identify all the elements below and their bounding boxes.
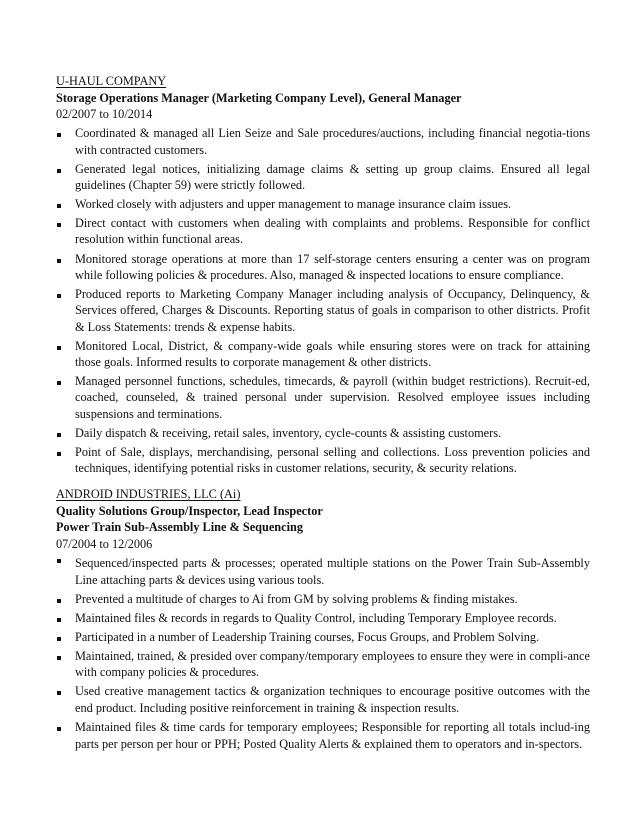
bullet-square-icon bbox=[57, 346, 61, 350]
bullet-square-icon bbox=[57, 169, 61, 173]
job-dates: 02/2007 to 10/2014 bbox=[56, 107, 153, 121]
duty-item: Point of Sale, displays, merchandising, personal selling and collections. Loss prevention policies and techniques, identifying potential risks in customer relations, security, & security relations. bbox=[56, 444, 590, 477]
duty-item: Monitored storage operations at more than 17 self-storage centers ensuring a center was on program while following policies & procedures. Also, managed & inspected locations to ensure compliance. bbox=[56, 251, 590, 284]
duty-item: Direct contact with customers when dealing with complaints and problems. Responsible for conflict resolution within functional areas. bbox=[56, 215, 590, 248]
duty-item: Maintained, trained, & presided over company/temporary employees to ensure they were in compli-ance with company policies & procedures. bbox=[56, 648, 590, 681]
duty-item: Prevented a multitude of charges to Ai from GM by solving problems & finding mistakes. bbox=[56, 591, 590, 607]
job-title: Storage Operations Manager (Marketing Company Level), General Manager bbox=[56, 90, 462, 105]
bullet-square-icon bbox=[57, 727, 61, 731]
duty-item: Maintained files & time cards for temporary employees; Responsible for reporting all totals includ-ing parts per person per hour or PPH; Posted Quality Alerts & explained them to operators and in-spectors. bbox=[56, 719, 590, 754]
bullet-square-icon bbox=[57, 452, 61, 456]
bullet-square-icon bbox=[57, 381, 61, 385]
resume-page bbox=[56, 73, 590, 754]
duty-list bbox=[56, 555, 590, 753]
company-name: U-HAUL COMPANY bbox=[56, 74, 167, 88]
job-uhaul bbox=[56, 73, 590, 476]
job-android bbox=[56, 486, 590, 753]
bullet-square-icon bbox=[57, 637, 61, 641]
bullet-square-icon bbox=[57, 223, 61, 227]
duty-item: Participated in a number of Leadership Training courses, Focus Groups, and Problem Solving. bbox=[56, 629, 590, 645]
company-name: ANDROID INDUSTRIES, LLC (Ai) bbox=[56, 487, 241, 502]
duty-item: Generated legal notices, initializing damage claims & setting up group claims. Ensured all legal guidelines (Chapter 59) were strictly followed. bbox=[56, 161, 590, 194]
duty-item: Produced reports to Marketing Company Manager including analysis of Occupancy, Delinquency, & Services offered, Charges & Discounts. Reporting status of goals in comparison to other districts. Profit & Loss Statements: trends & expense habits. bbox=[56, 286, 590, 335]
duty-item: Daily dispatch & receiving, retail sales, inventory, cycle-counts & assisting customers. bbox=[56, 425, 590, 441]
bullet-square-icon bbox=[57, 599, 61, 603]
bullet-square-icon bbox=[57, 691, 61, 695]
duty-item: Coordinated & managed all Lien Seize and Sale procedures/auctions, including financial negotia-tions with contracted customers. bbox=[56, 125, 590, 158]
duty-item: Worked closely with adjusters and upper management to manage insurance claim issues. bbox=[56, 196, 590, 212]
bullet-square-icon bbox=[57, 294, 61, 298]
bullet-square-icon bbox=[57, 433, 61, 437]
bullet-square-icon bbox=[57, 259, 61, 263]
duty-item: Used creative management tactics & organization techniques to encourage positive outcomes with the end product. Including positive reinforcement in training & inspection results. bbox=[56, 683, 590, 716]
bullet-square-icon bbox=[57, 204, 61, 208]
bullet-square-icon bbox=[57, 559, 61, 563]
duty-item: Sequenced/inspected parts & processes; operated multiple stations on the Power Train Sub-Assembly Line attaching parts & devices using various tools. bbox=[56, 555, 590, 588]
duty-list bbox=[56, 125, 590, 476]
bullet-square-icon bbox=[57, 656, 61, 660]
bullet-square-icon bbox=[57, 133, 61, 137]
job-title: Quality Solutions Group/Inspector, Lead Inspector bbox=[56, 503, 323, 518]
bullet-square-icon bbox=[57, 618, 61, 622]
duty-item: Managed personnel functions, schedules, timecards, & payroll (within budget restrictions). Recruit-ed, coached, counseled, & trained personal under supervision. Resolved employee issues including suspensions and terminations. bbox=[56, 373, 590, 422]
job-subtitle: Power Train Sub-Assembly Line & Sequencing bbox=[56, 520, 303, 535]
duty-item: Maintained files & records in regards to Quality Control, including Temporary Employee records. bbox=[56, 610, 590, 626]
job-dates: 07/2004 to 12/2006 bbox=[56, 536, 153, 551]
duty-item: Monitored Local, District, & company-wide goals while ensuring stores were on track for attaining those goals. Informed results to corporate management & other districts. bbox=[56, 338, 590, 371]
